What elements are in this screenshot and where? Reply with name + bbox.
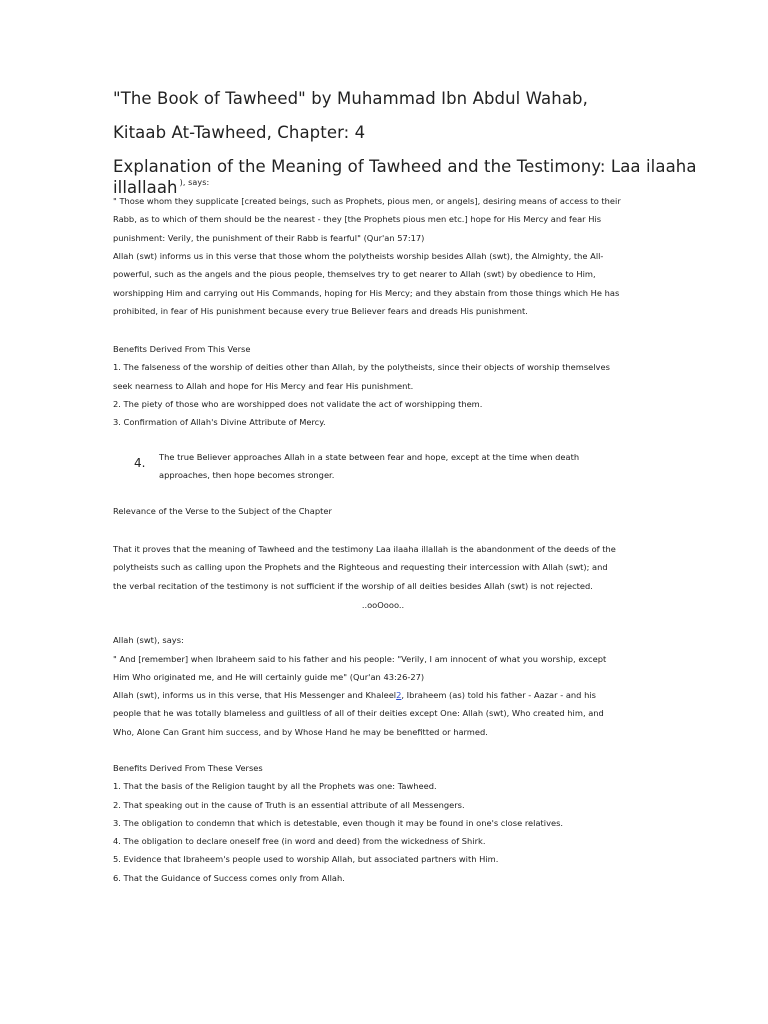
footnote-link[interactable]: 2 xyxy=(396,690,402,700)
explanation-heading-line1: Explanation of the Meaning of Tawheed and the Testimony: Laa ilaaha xyxy=(113,157,697,176)
text-line xyxy=(113,686,653,704)
benefits-heading: Benefits Derived From These Verses xyxy=(113,763,263,773)
text-line: Who, Alone Can Grant him success, and by Whose Hand he may be benefitted or harmed. xyxy=(113,726,488,737)
verse-quote-1 xyxy=(113,192,653,247)
text-line: the verbal recitation of the testimony is not sufficient if the worship of all deities besides Allah (swt) is not rejected. xyxy=(113,580,593,591)
benefit-item-4 xyxy=(159,448,629,485)
list-item: 1. The falseness of the worship of deities other than Allah, by the polytheists, since their objects of worship themselves xyxy=(113,362,610,373)
relevance-text xyxy=(113,540,653,595)
verse-explanation-1 xyxy=(113,247,653,320)
text-line: Rabb, as to which of them should be the nearest - they [the Prophets pious men etc.] hope for His Mercy and fear His xyxy=(113,214,602,225)
text-line: Allah (swt) informs us in this verse that those whom the polytheists worship besides Allah (swt), the Almighty, the All- xyxy=(113,251,604,261)
text-line: " Those whom they supplicate [created beings, such as Prophets, pious men, or angels], desiring means of access to their xyxy=(113,196,621,206)
book-title: "The Book of Tawheed" by Muhammad Ibn Abdul Wahab, xyxy=(113,89,588,108)
text-line: powerful, such as the angels and the pious people, themselves try to get nearer to Allah (swt) by obedience to Him, xyxy=(113,269,596,280)
benefits-section-1 xyxy=(113,340,653,431)
list-item: 6. That the Guidance of Success comes only from Allah. xyxy=(113,872,345,883)
list-item: 5. Evidence that Ibraheem's people used to worship Allah, but associated partners with Him. xyxy=(113,854,499,865)
text-line: Him Who originated me, and He will certainly guide me" (Qur'an 43:26-27) xyxy=(113,672,425,683)
list-item: 2. The piety of those who are worshipped does not validate the act of worshipping them. xyxy=(113,398,483,409)
says-label: ), says: xyxy=(179,178,210,187)
relevance-heading: Relevance of the Verse to the Subject of the Chapter xyxy=(113,506,332,516)
verse-intro-2: Allah (swt), says: xyxy=(113,635,184,645)
chapter-title: Kitaab At-Tawheed, Chapter: 4 xyxy=(113,123,366,142)
list-item: seek nearness to Allah and hope for His Mercy and fear His punishment. xyxy=(113,380,414,391)
text-line: people that he was totally blameless and guiltless of all of their deities except One: Allah (swt), Who created him, and xyxy=(113,708,604,719)
text-line: punishment: Verily, the punishment of their Rabb is fearful" (Qur'an 57:17) xyxy=(113,232,425,243)
text-line: The true Believer approaches Allah in a state between fear and hope, except at the time when death xyxy=(159,452,580,462)
text-line: worshipping Him and carrying out His Commands, hoping for His Mercy; and they abstain from those things which He has xyxy=(113,287,620,298)
benefits-section-2 xyxy=(113,759,653,887)
section-separator: ..ooOooo.. xyxy=(361,600,405,610)
text-line: " And [remember] when Ibraheem said to his father and his people: "Verily, I am innocent of what you worship, except xyxy=(113,654,607,664)
list-item: 4. The obligation to declare oneself free (in word and deed) from the wickedness of Shirk. xyxy=(113,836,486,847)
explanation-heading-word: illallaah xyxy=(113,178,178,197)
text-line: approaches, then hope becomes stronger. xyxy=(159,470,335,481)
text-line: polytheists such as calling upon the Prophets and the Righteous and requesting their intercession with Allah (swt); and xyxy=(113,562,608,573)
text-segment: , Ibraheem (as) told his father - Aazar - and his xyxy=(401,690,596,700)
text-line: prohibited, in fear of His punishment because every true Believer fears and dreads His punishment. xyxy=(113,305,528,316)
benefits-heading: Benefits Derived From This Verse xyxy=(113,344,251,354)
item-number-4: 4. xyxy=(134,456,146,470)
list-item: 2. That speaking out in the cause of Truth is an essential attribute of all Messengers. xyxy=(113,799,465,810)
text-line: That it proves that the meaning of Tawheed and the testimony Laa ilaaha illallah is the abandonment of the deeds of the xyxy=(113,544,616,554)
verse-explanation-2 xyxy=(113,686,653,741)
list-item: 3. Confirmation of Allah's Divine Attribute of Mercy. xyxy=(113,417,326,428)
list-item: 3. The obligation to condemn that which is detestable, even though it may be found in one's close relatives. xyxy=(113,817,564,828)
list-item: 1. That the basis of the Religion taught by all the Prophets was one: Tawheed. xyxy=(113,781,437,792)
text-segment: Allah (swt), informs us in this verse, that His Messenger and Khaleel xyxy=(113,690,397,700)
verse-quote-2 xyxy=(113,650,653,687)
